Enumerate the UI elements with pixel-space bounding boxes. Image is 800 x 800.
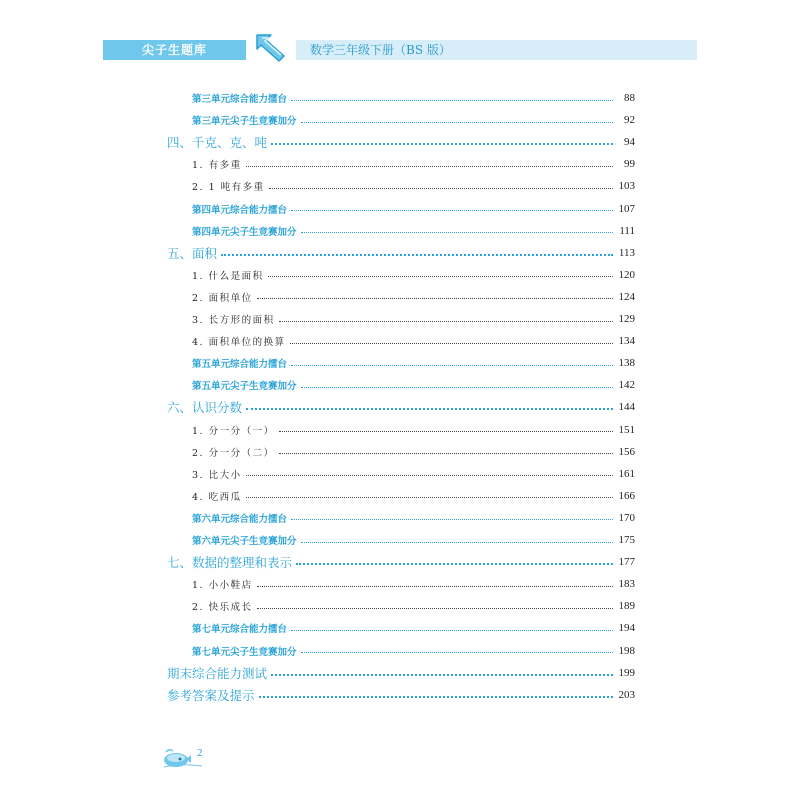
toc-section-entry[interactable] — [192, 465, 635, 483]
dot-leader — [246, 408, 613, 410]
toc-special-entry[interactable] — [192, 642, 635, 660]
toc-entry-page: 194 — [618, 622, 635, 635]
toc-entry-page: 107 — [618, 202, 635, 215]
toc-entry-page: 170 — [618, 511, 635, 524]
dot-leader — [269, 188, 613, 189]
toc-section-entry[interactable] — [192, 310, 635, 328]
toc-entry-page: 203 — [618, 688, 635, 701]
dot-leader — [290, 343, 613, 344]
page-number: 2 — [197, 747, 203, 759]
toc-entry-title: 1. 小小鞋店 — [192, 580, 253, 592]
book-title-bar: 数学三年级下册（BS 版） — [296, 40, 697, 60]
toc-entry-page: 156 — [618, 445, 635, 458]
series-badge: 尖子生题库 — [103, 40, 246, 60]
toc-chapter-entry[interactable] — [167, 686, 635, 704]
toc-entry-page: 161 — [618, 467, 635, 480]
toc-entry-page: 111 — [619, 224, 635, 237]
dot-leader — [291, 100, 613, 101]
toc-chapter-entry[interactable] — [167, 664, 635, 682]
toc-section-entry[interactable] — [192, 155, 635, 173]
toc-section-entry[interactable] — [192, 288, 635, 306]
toc-entry-title: 第六单元尖子生竞赛加分 — [192, 536, 297, 547]
toc-entry-title: 2. 面积单位 — [192, 292, 253, 304]
toc-entry-title: 1. 什么是面积 — [192, 270, 264, 282]
dot-leader — [246, 497, 613, 498]
toc-special-entry[interactable] — [192, 222, 635, 240]
dot-leader — [301, 387, 613, 388]
toc-entry-page: 142 — [618, 379, 635, 392]
toc-chapter-entry[interactable] — [167, 398, 635, 416]
toc-entry-page: 129 — [618, 313, 635, 325]
toc-entry-page: 138 — [618, 357, 635, 370]
toc-section-entry[interactable] — [192, 421, 635, 439]
toc-section-entry[interactable] — [192, 332, 635, 350]
dot-leader — [291, 519, 613, 520]
toc-entry-title: 3. 长方形的面积 — [192, 315, 275, 326]
toc-entry-title: 第五单元综合能力擂台 — [192, 359, 288, 371]
toc-entry-title: 第七单元综合能力擂台 — [192, 624, 288, 636]
toc-entry-title: 四、千克、克、吨 — [167, 135, 268, 151]
dot-leader — [296, 563, 613, 565]
toc-entry-title: 七、数据的整理和表示 — [167, 555, 293, 571]
toc-entry-title: 2. 分一分（二） — [192, 447, 275, 459]
toc-entry-title: 期末综合能力测试 — [167, 665, 268, 681]
dot-leader — [291, 630, 613, 631]
toc-entry-page: 144 — [618, 401, 635, 414]
dot-leader — [268, 276, 613, 277]
toc-entry-title: 2. 快乐成长 — [192, 602, 253, 614]
dot-leader — [291, 365, 613, 366]
toc-chapter-entry[interactable] — [167, 244, 635, 262]
toc-entry-title: 1. 有多重 — [192, 160, 242, 172]
toc-special-entry[interactable] — [192, 111, 635, 129]
dot-leader — [301, 652, 613, 653]
toc-entry-page: 124 — [618, 290, 635, 303]
toc-entry-page: 189 — [618, 600, 635, 613]
toc-special-entry[interactable] — [192, 531, 635, 549]
toc-entry-title: 六、认识分数 — [167, 400, 243, 416]
toc-entry-page: 134 — [618, 335, 635, 348]
toc-entry-page: 94 — [624, 136, 635, 149]
dot-leader — [257, 586, 613, 587]
toc-entry-page: 113 — [618, 246, 635, 259]
toc-entry-title: 第四单元综合能力擂台 — [192, 204, 288, 216]
dot-leader — [257, 298, 613, 299]
toc-entry-page: 198 — [618, 644, 635, 657]
toc-entry-title: 4. 面积单位的换算 — [192, 337, 286, 349]
toc-section-entry[interactable] — [192, 177, 635, 195]
toc-entry-page: 120 — [618, 268, 635, 281]
toc-entry-title: 3. 比大小 — [192, 469, 242, 481]
dot-leader — [271, 143, 613, 145]
toc-entry-title: 第三单元综合能力擂台 — [192, 94, 288, 105]
toc-entry-page: 92 — [624, 114, 635, 127]
toc-chapter-entry[interactable] — [167, 133, 635, 151]
toc-entry-page: 166 — [618, 489, 635, 502]
toc-entry-page: 99 — [624, 158, 635, 171]
toc-entry-title: 第六单元综合能力擂台 — [192, 513, 288, 525]
toc-entry-page: 88 — [624, 92, 635, 104]
dot-leader — [221, 254, 613, 256]
dot-leader — [279, 431, 613, 432]
toc-special-entry[interactable] — [192, 376, 635, 394]
dot-leader — [301, 232, 613, 233]
toc-entry-page: 183 — [618, 578, 635, 591]
toc-special-entry[interactable] — [192, 354, 635, 372]
toc-entry-title: 五、面积 — [167, 245, 218, 261]
dot-leader — [301, 122, 613, 123]
toc-section-entry[interactable] — [192, 487, 635, 505]
toc-special-entry[interactable] — [192, 619, 635, 637]
toc-entry-title: 第四单元尖子生竞赛加分 — [192, 226, 297, 238]
toc-section-entry[interactable] — [192, 266, 635, 284]
toc-entry-title: 4. 吃西瓜 — [192, 491, 242, 503]
dot-leader — [301, 542, 613, 543]
toc-entry-title: 参考答案及提示 — [167, 687, 255, 703]
dot-leader — [257, 608, 613, 609]
toc-entry-page: 177 — [618, 556, 635, 569]
toc-section-entry[interactable] — [192, 575, 635, 593]
dot-leader — [279, 321, 613, 322]
toc-special-entry[interactable] — [192, 89, 635, 107]
arrow-up-left-icon — [254, 32, 288, 62]
dot-leader — [291, 210, 613, 211]
dot-leader — [246, 475, 613, 476]
toc-special-entry[interactable] — [192, 200, 635, 218]
toc-entry-title: 第三单元尖子生竞赛加分 — [192, 116, 297, 128]
toc-section-entry[interactable] — [192, 597, 635, 615]
dot-leader — [271, 674, 613, 676]
toc-entry-page: 103 — [618, 180, 635, 193]
toc-section-entry[interactable] — [192, 443, 635, 461]
toc-special-entry[interactable] — [192, 509, 635, 527]
toc-chapter-entry[interactable] — [167, 553, 635, 571]
dot-leader — [259, 696, 613, 698]
page-header — [0, 38, 800, 64]
toc-entry-page: 199 — [618, 666, 635, 679]
toc-entry-page: 175 — [618, 534, 635, 546]
toc-entry-title: 第七单元尖子生竞赛加分 — [192, 646, 297, 658]
toc-entry-title: 2. 1 吨有多重 — [192, 182, 265, 194]
toc-entry-title: 第五单元尖子生竞赛加分 — [192, 381, 297, 393]
dot-leader — [246, 166, 613, 167]
toc-entry-page: 151 — [618, 423, 635, 436]
dot-leader — [279, 453, 613, 454]
toc-entry-title: 1. 分一分（一） — [192, 425, 275, 437]
